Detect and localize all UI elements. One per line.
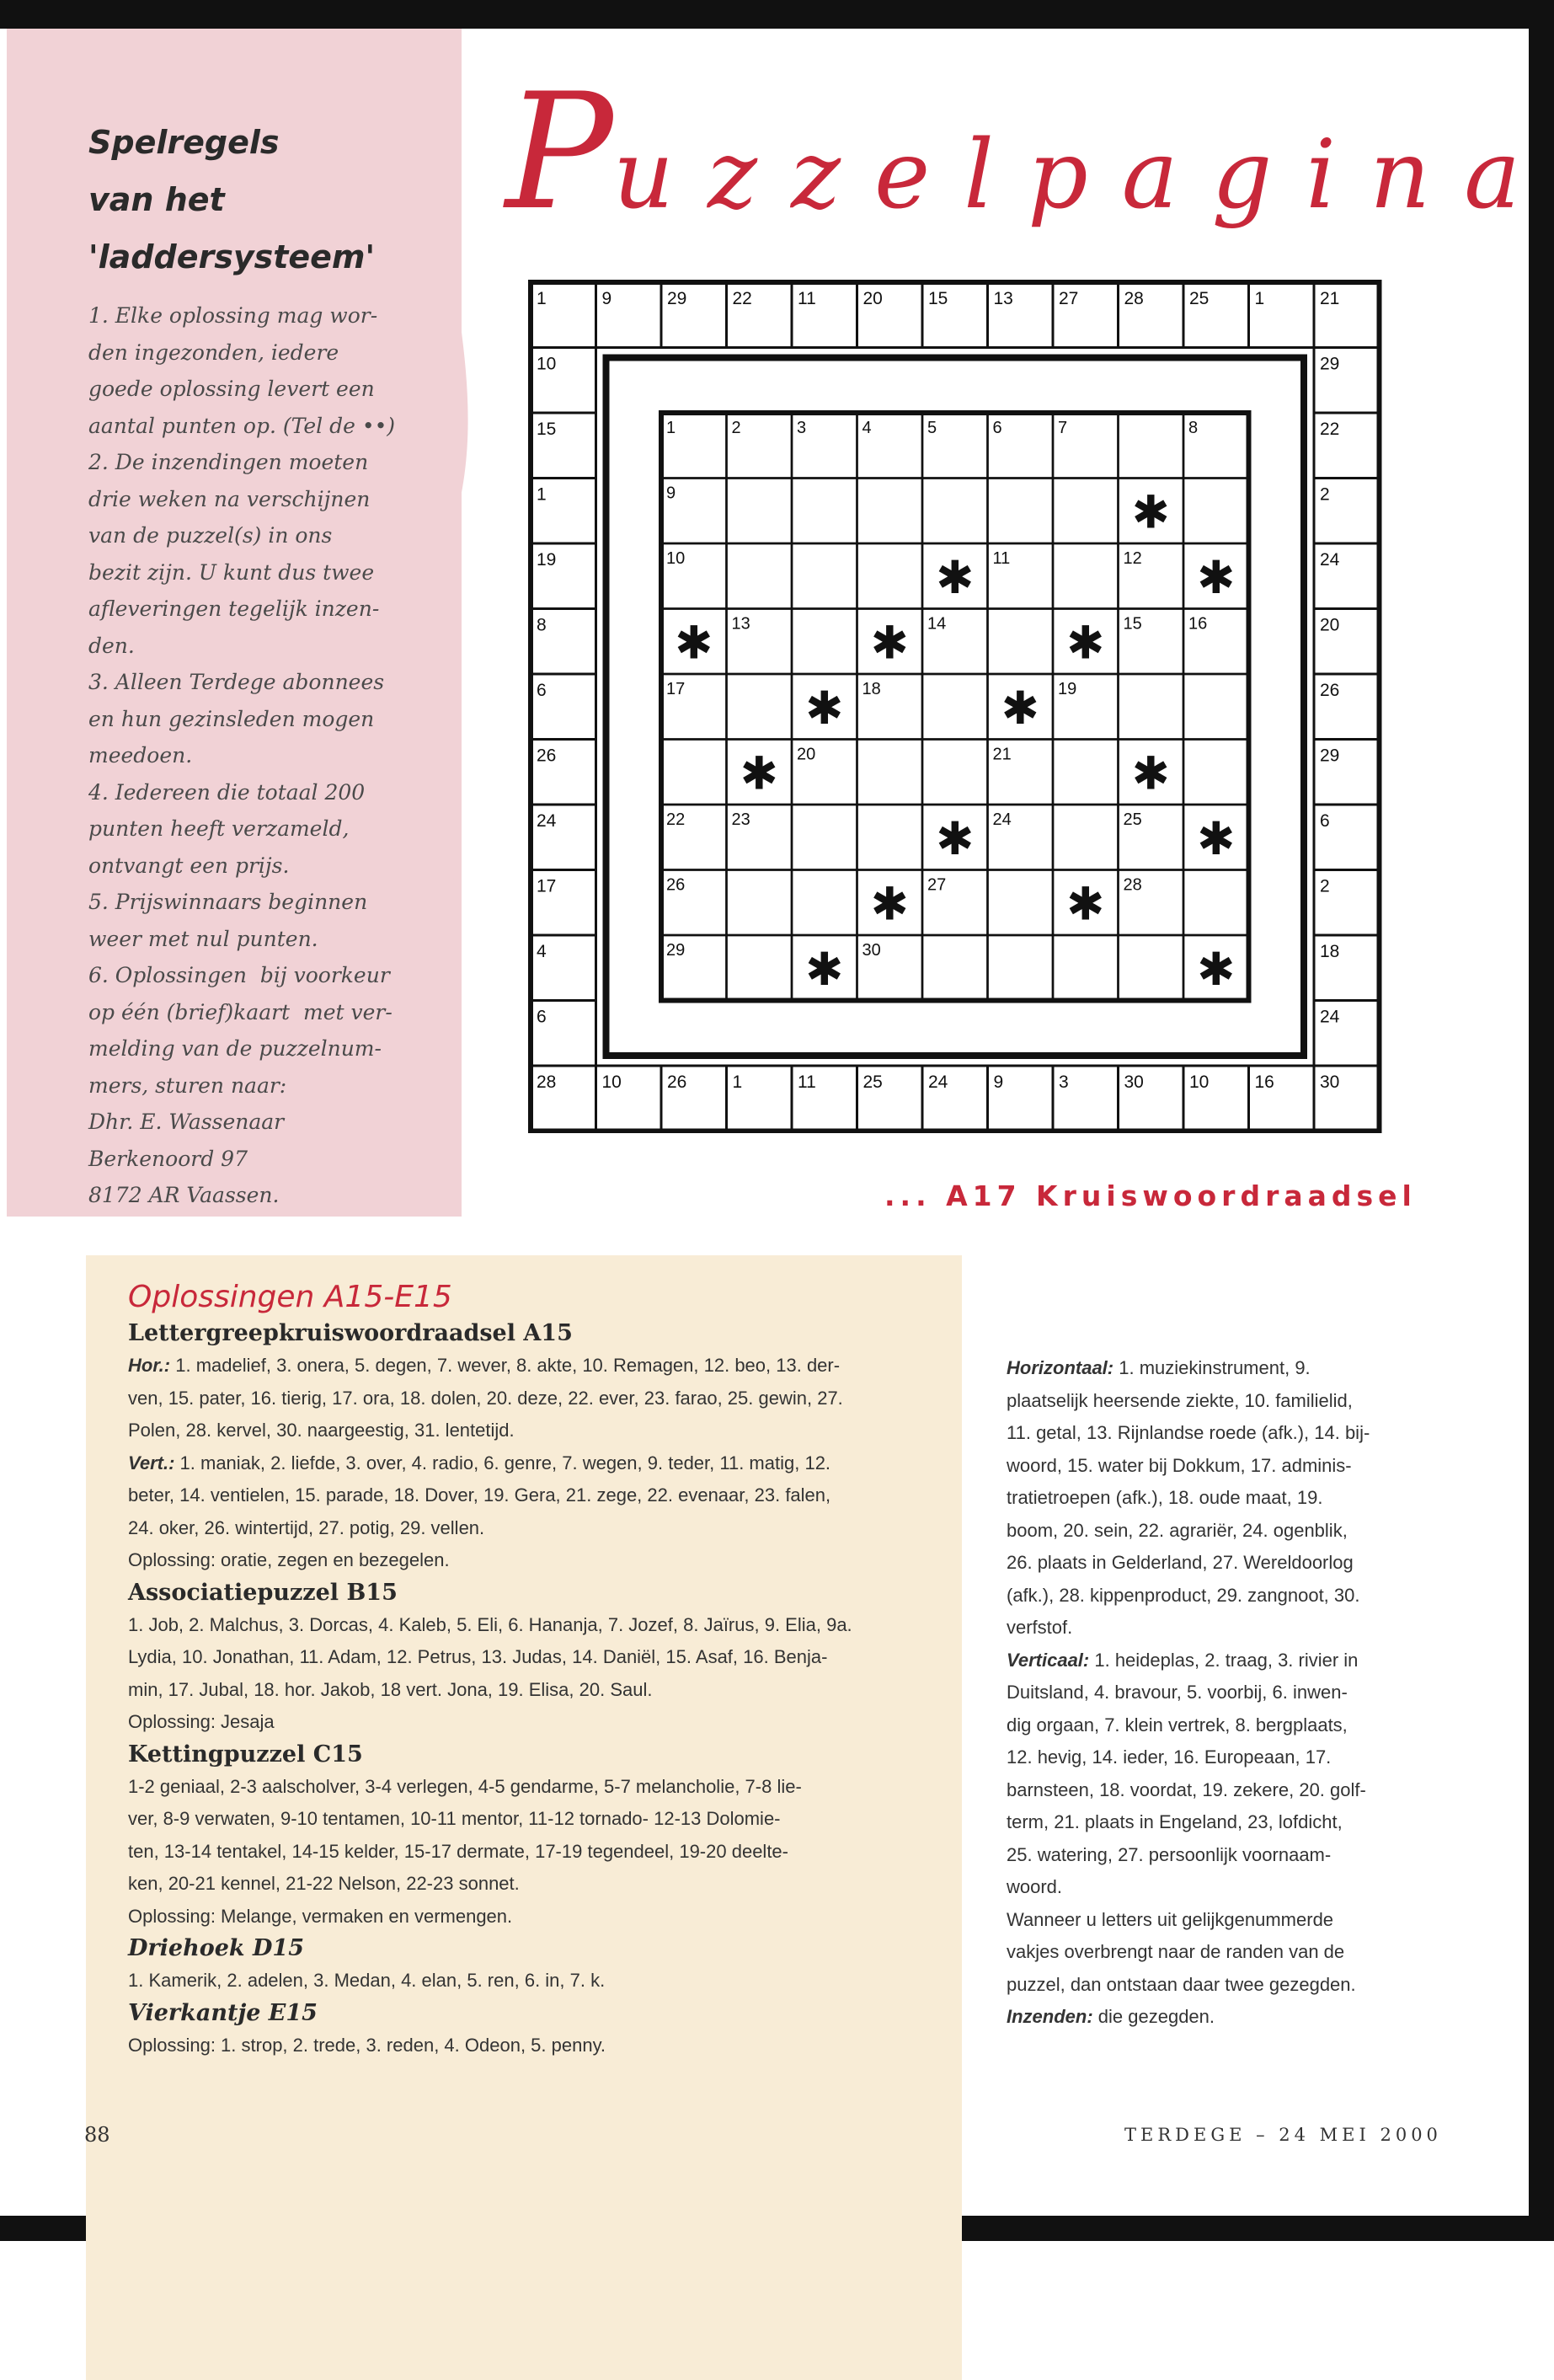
- inner-cell: [857, 740, 923, 805]
- border-number: 29: [1320, 746, 1340, 766]
- inner-cell: [988, 479, 1054, 544]
- border-number: 2: [1320, 876, 1330, 896]
- clue-number: 29: [666, 941, 686, 960]
- rules-line: en hun gezinsleden mogen: [88, 706, 375, 731]
- inner-cell: [922, 674, 988, 740]
- solution-line: 1. Job, 2. Malchus, 3. Dorcas, 4. Kaleb, 5. Eli, 6. Hananja, 7. Jozef, 8. Jaïrus, 9. Elia, 9a.: [128, 1613, 852, 1635]
- border-number: 6: [537, 681, 547, 700]
- border-number: 15: [928, 289, 948, 308]
- rules-line: 5. Prijswinnaars beginnen: [88, 890, 368, 914]
- clue-number: 3: [797, 419, 807, 437]
- inner-cell: [857, 805, 923, 870]
- clue-line-vertical: barnsteen, 18. voordat, 19. zekere, 20. golf-: [1007, 1778, 1366, 1800]
- inner-cell: [792, 870, 857, 936]
- right-border: [1529, 0, 1554, 2241]
- solution-line: ver, 8-9 verwaten, 9-10 tentamen, 10-11 mentor, 11-12 tornado- 12-13 Dolomie-: [128, 1808, 781, 1829]
- solution-line: Oplossing: Jesaja: [128, 1711, 275, 1732]
- border-number: 24: [1320, 1007, 1340, 1027]
- black-star-cell: ✱: [870, 616, 909, 670]
- black-star-cell: ✱: [1131, 746, 1170, 800]
- solution-title: Lettergreepkruiswoordraadsel A15: [128, 1320, 573, 1346]
- inner-cell: [727, 935, 793, 1001]
- black-star-cell: ✱: [1197, 811, 1236, 865]
- clue-line-horizontal: 26. plaats in Gelderland, 27. Wereldoorlog: [1007, 1552, 1354, 1573]
- rules-line: afleveringen tegelijk inzen-: [88, 596, 380, 621]
- border-number: 29: [667, 289, 687, 308]
- inner-cell: [1119, 413, 1184, 479]
- clue-line-vertical: Duitsland, 4. bravour, 5. voorbij, 6. inwen-: [1007, 1682, 1348, 1703]
- inner-cell: [1053, 479, 1119, 544]
- inner-cell: [1053, 543, 1119, 609]
- page-title: Puzzelpagina: [505, 59, 1554, 245]
- rules-line: 4. Iedereen die totaal 200: [88, 779, 366, 805]
- inner-cell: [792, 479, 857, 544]
- inner-cell: [727, 870, 793, 936]
- rules-line: 3. Alleen Terdege abonnees: [88, 670, 385, 694]
- border-number: 9: [601, 289, 612, 308]
- rules-line: weer met nul punten.: [88, 926, 318, 951]
- border-number: 17: [537, 876, 557, 896]
- clue-number: 21: [992, 745, 1012, 764]
- solution-line: Vert.: 1. maniak, 2. liefde, 3. over, 4. radio, 6. genre, 7. wegen, 9. teder, 11. matig, 12.: [128, 1452, 831, 1473]
- clue-number: 4: [862, 419, 872, 437]
- rules-line: drie weken na verschijnen: [88, 486, 371, 511]
- border-number: 25: [862, 1072, 883, 1092]
- inner-cell: [727, 674, 793, 740]
- inner-cell: [1183, 479, 1249, 544]
- border-number: 26: [537, 746, 557, 766]
- inner-cell: [727, 479, 793, 544]
- rules-line: den ingezonden, iedere: [88, 340, 339, 365]
- clue-number: 1: [666, 419, 676, 437]
- inner-cell: [988, 609, 1054, 675]
- border-number: 30: [1124, 1072, 1144, 1092]
- border-number: 24: [928, 1072, 948, 1092]
- inner-cell: [922, 740, 988, 805]
- solution-line: Lydia, 10. Jonathan, 11. Adam, 12. Petrus, 13. Judas, 14. Daniël, 15. Asaf, 16. Benja-: [128, 1646, 828, 1667]
- border-number: 11: [798, 289, 816, 308]
- clue-number: 8: [1188, 419, 1199, 437]
- solution-line: 24. oker, 26. wintertijd, 27. potig, 29. vellen.: [128, 1516, 485, 1538]
- solution-line: ven, 15. pater, 16. tierig, 17. ora, 18. dolen, 20. deze, 22. ever, 23. farao, 25. gewin, 27.: [128, 1387, 843, 1409]
- solution-body: [128, 1771, 937, 1933]
- clue-number: 7: [1058, 419, 1068, 437]
- clue-number: 23: [731, 810, 750, 829]
- rules-line: Dhr. E. Wassenaar: [88, 1110, 285, 1134]
- clue-line-horizontal: plaatselijk heersende ziekte, 10. familielid,: [1007, 1389, 1353, 1411]
- solution-line: Oplossing: Melange, vermaken en vermengen.: [128, 1905, 513, 1927]
- clue-line-horizontal: (afk.), 28. kippenproduct, 29. zangnoot, 30.: [1007, 1584, 1360, 1606]
- solution-line: 1-2 geniaal, 2-3 aalscholver, 3-4 verlegen, 4-5 gendarme, 5-7 melancholie, 7-8 lie-: [128, 1775, 802, 1797]
- clue-number: 30: [862, 941, 881, 960]
- border-number: 20: [862, 289, 883, 308]
- solution-body: [128, 1965, 937, 1998]
- border-number: 1: [1254, 289, 1265, 308]
- solution-line: ken, 20-21 kennel, 21-22 Nelson, 22-23 sonnet.: [128, 1873, 520, 1894]
- clue-line-horizontal: woord, 15. water bij Dokkum, 17. adminis-: [1007, 1454, 1352, 1476]
- border-number: 16: [1254, 1072, 1274, 1092]
- border-number: 6: [1320, 811, 1330, 831]
- rules-line: melding van de puzzelnum-: [88, 1036, 382, 1061]
- page-number: 88: [84, 2123, 110, 2147]
- black-star-cell: ✱: [936, 550, 975, 604]
- clue-number: 16: [1188, 614, 1208, 634]
- clue-number: 18: [862, 680, 881, 698]
- border-number: 6: [537, 1007, 547, 1027]
- clue-number: 2: [731, 419, 741, 437]
- rules-title: Spelregels van het 'laddersysteem': [88, 124, 376, 275]
- border-number: 11: [798, 1072, 816, 1092]
- border-number: 19: [537, 550, 557, 570]
- border-number: 8: [537, 615, 547, 635]
- border-number: 2: [1320, 484, 1330, 505]
- black-star-cell: ✱: [1066, 616, 1105, 670]
- clue-number: 14: [927, 614, 947, 634]
- border-number: 4: [537, 942, 547, 961]
- inner-cell: [988, 870, 1054, 936]
- clue-number: 25: [1123, 810, 1142, 829]
- clue-number: 27: [927, 875, 947, 895]
- border-number: 10: [537, 354, 557, 374]
- solutions-box: [86, 1255, 962, 2380]
- clue-line-vertical: 25. watering, 27. persoonlijk voornaam-: [1007, 1843, 1332, 1865]
- border-number: 10: [601, 1072, 622, 1092]
- border-number: 9: [993, 1072, 1004, 1092]
- black-star-cell: ✱: [1001, 681, 1039, 735]
- clue-number: 11: [992, 549, 1011, 568]
- clue-number: 22: [666, 810, 686, 829]
- inner-cell: [922, 935, 988, 1001]
- clue-number: 13: [731, 614, 750, 634]
- rules-line: 6. Oplossingen bij voorkeur: [88, 963, 390, 987]
- solution-line: beter, 14. ventielen, 15. parade, 18. Dover, 19. Gera, 21. zege, 22. evenaar, 23. falen,: [128, 1484, 831, 1506]
- rules-line: ontvangt een prijs.: [88, 853, 290, 878]
- black-star-cell: ✱: [805, 942, 844, 996]
- black-star-cell: ✱: [1131, 485, 1170, 539]
- border-number: 1: [732, 1072, 743, 1092]
- black-star-cell: ✱: [1066, 877, 1105, 931]
- border-number: 18: [1320, 942, 1340, 961]
- rules-line: 8172 AR Vaassen.: [88, 1183, 280, 1207]
- clue-line-horizontal: 11. getal, 13. Rijnlandse roede (afk.), 14. bij-: [1007, 1422, 1370, 1443]
- black-star-cell: ✱: [936, 811, 975, 865]
- border-number: 29: [1320, 354, 1340, 374]
- submit-line: Inzenden: die gezegden.: [1007, 2006, 1215, 2027]
- border-number: 28: [537, 1072, 557, 1092]
- rules-line: aantal punten op. (Tel de ••): [88, 413, 396, 438]
- clue-number: 9: [666, 484, 676, 503]
- inner-cell: [1119, 674, 1184, 740]
- clue-line-vertical: Wanneer u letters uit gelijkgenummerde: [1007, 1908, 1334, 1930]
- rules-line: meedoen.: [88, 743, 193, 767]
- inner-cell: [988, 935, 1054, 1001]
- rules-line: den.: [88, 633, 135, 658]
- rules-body: [88, 297, 409, 1214]
- inner-cell: [922, 479, 988, 544]
- solution-line: Oplossing: oratie, zegen en bezegelen.: [128, 1549, 450, 1570]
- solutions-heading: Oplossingen A15-E15: [128, 1280, 452, 1314]
- border-number: 20: [1320, 615, 1340, 635]
- border-number: 3: [1059, 1072, 1069, 1092]
- clue-number: 15: [1123, 614, 1142, 634]
- inner-cell: [1053, 740, 1119, 805]
- clue-number: 5: [927, 419, 937, 437]
- rules-line: 1. Elke oplossing mag wor-: [88, 303, 378, 328]
- solution-title: Associatiepuzzel B15: [128, 1579, 398, 1606]
- clue-number: 20: [797, 745, 816, 764]
- solution-title: Vierkantje E15: [128, 1999, 318, 2026]
- border-number: 30: [1320, 1072, 1340, 1092]
- black-star-cell: ✱: [1197, 942, 1236, 996]
- border-number: 21: [1320, 289, 1340, 308]
- solution-title: Kettingpuzzel C15: [128, 1741, 363, 1768]
- inner-cell: [792, 543, 857, 609]
- outer-frame: [531, 282, 1380, 1131]
- inner-cell: [1053, 805, 1119, 870]
- solution-body: [128, 1609, 937, 1739]
- rules-line: bezit zijn. U kunt dus twee: [88, 559, 375, 585]
- puzzle-subtitle: ... A17 Kruiswoordraadsel: [884, 1179, 1417, 1212]
- border-number: 24: [537, 811, 557, 831]
- border-number: 24: [1320, 550, 1340, 570]
- black-star-cell: ✱: [870, 877, 909, 931]
- solution-line: 1. Kamerik, 2. adelen, 3. Medan, 4. elan, 5. ren, 6. in, 7. k.: [128, 1970, 606, 1991]
- rules-line: Berkenoord 97: [88, 1146, 248, 1171]
- top-border: [0, 0, 1554, 29]
- clue-line-vertical: vakjes overbrengt naar de randen van de: [1007, 1941, 1345, 1962]
- black-star-cell: ✱: [1197, 550, 1236, 604]
- clue-number: 17: [666, 680, 686, 698]
- border-number: 26: [667, 1072, 687, 1092]
- clue-line-vertical: term, 21. plaats in Engeland, 23, lofdicht,: [1007, 1811, 1343, 1832]
- solution-line: Hor.: 1. madelief, 3. onera, 5. degen, 7. wever, 8. akte, 10. Remagen, 12. beo, 13. der-: [128, 1355, 841, 1376]
- border-number: 10: [1189, 1072, 1210, 1092]
- inner-cell: [1183, 674, 1249, 740]
- inner-cell: [792, 805, 857, 870]
- border-number: 28: [1124, 289, 1144, 308]
- black-star-cell: ✱: [740, 746, 778, 800]
- clue-line-vertical: dig orgaan, 7. klein vertrek, 8. bergplaats,: [1007, 1714, 1348, 1736]
- border-number: 25: [1189, 289, 1210, 308]
- border-number: 22: [732, 289, 752, 308]
- border-number: 27: [1059, 289, 1079, 308]
- inner-cell: [857, 479, 923, 544]
- border-number: 1: [537, 484, 547, 505]
- rules-line: mers, sturen naar:: [88, 1072, 287, 1098]
- solution-line: ten, 13-14 tentakel, 14-15 kelder, 15-17 dermate, 17-19 tegendeel, 19-20 deelte-: [128, 1840, 788, 1862]
- inner-cell: [1183, 740, 1249, 805]
- inner-cell: [661, 740, 727, 805]
- rules-line: van de puzzel(s) in ons: [88, 523, 333, 548]
- rules-section: [88, 114, 409, 1214]
- solution-line: Oplossing: 1. strop, 2. trede, 3. reden, 4. Odeon, 5. penny.: [128, 2034, 606, 2056]
- rules-line: 2. De inzendingen moeten: [88, 450, 369, 474]
- clue-line-horizontal: Horizontaal: 1. muziekinstrument, 9.: [1007, 1357, 1311, 1378]
- clue-number: 6: [992, 419, 1002, 437]
- clue-line-horizontal: verfstof.: [1007, 1617, 1073, 1638]
- solution-line: Polen, 28. kervel, 30. naargeestig, 31. lentetijd.: [128, 1420, 515, 1441]
- black-star-cell: ✱: [675, 616, 713, 670]
- clue-number: 10: [666, 549, 686, 568]
- border-number: 15: [537, 420, 557, 439]
- border-number: 1: [537, 289, 547, 308]
- crossword-grid: [522, 274, 1398, 1133]
- footer-publication: TERDEGE – 24 MEI 2000: [1124, 2125, 1442, 2145]
- clue-line-horizontal: boom, 20. sein, 22. agrariër, 24. ogenblik,: [1007, 1519, 1348, 1541]
- border-number: 22: [1320, 420, 1340, 439]
- solution-line: min, 17. Jubal, 18. hor. Jakob, 18 vert. Jona, 19. Elisa, 20. Saul.: [128, 1678, 653, 1700]
- clue-line-vertical: puzzel, dan ontstaan daar twee gezegden.: [1007, 1973, 1356, 1995]
- rules-line: op één (brief)kaart met ver-: [88, 999, 393, 1024]
- solution-title: Driehoek D15: [128, 1935, 304, 1961]
- clue-line-vertical: 12. hevig, 14. ieder, 16. Europeaan, 17.: [1007, 1746, 1332, 1768]
- inner-cell: [1183, 870, 1249, 936]
- solution-body: [128, 2030, 937, 2062]
- border-number: 13: [993, 289, 1013, 308]
- rules-line: goede oplossing levert een: [88, 377, 375, 401]
- black-star-cell: ✱: [805, 681, 844, 735]
- inner-cell: [792, 609, 857, 675]
- clue-line-horizontal: tratietroepen (afk.), 18. oude maat, 19.: [1007, 1487, 1323, 1508]
- crossword-clues: [1007, 1352, 1461, 2034]
- rules-line: punten heeft verzameld,: [88, 816, 350, 841]
- clue-line-vertical: Verticaal: 1. heideplas, 2. traag, 3. rivier in: [1007, 1649, 1359, 1671]
- inner-cell: [1119, 935, 1184, 1001]
- inner-cell: [857, 543, 923, 609]
- inner-cell: [1053, 935, 1119, 1001]
- clue-number: 24: [992, 810, 1012, 829]
- clue-number: 26: [666, 875, 686, 895]
- clue-number: 19: [1058, 680, 1077, 698]
- solution-body: [128, 1350, 937, 1577]
- clue-number: 12: [1123, 549, 1142, 568]
- clue-line-vertical: woord.: [1007, 1876, 1063, 1897]
- inner-cell: [727, 543, 793, 609]
- border-number: 26: [1320, 681, 1340, 700]
- clue-number: 28: [1123, 875, 1142, 895]
